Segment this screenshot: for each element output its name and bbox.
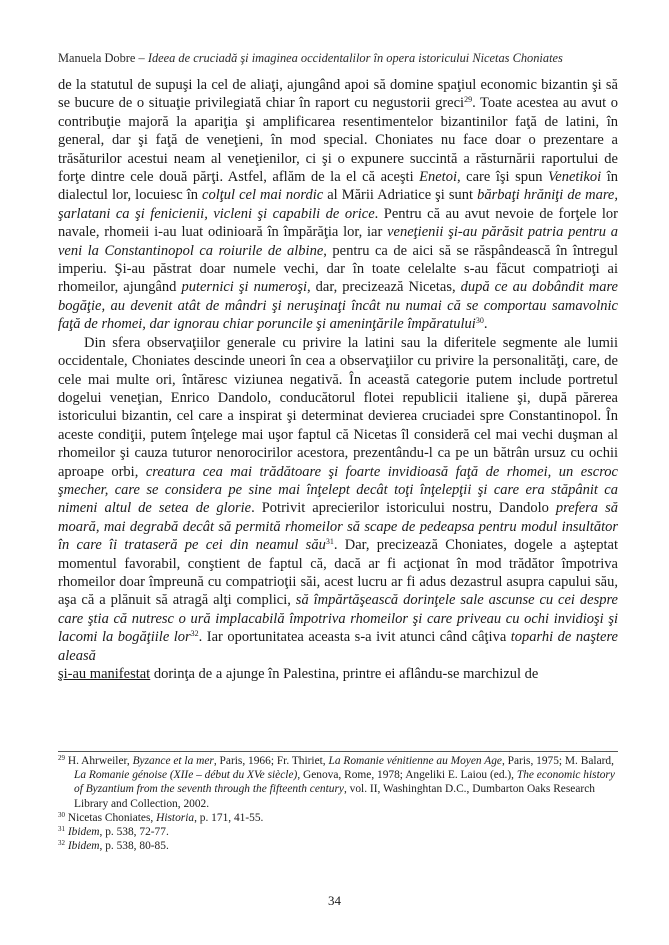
header-title: Ideea de cruciadă şi imaginea occidentalilor în opera istoricului Nicetas Choniates (147, 51, 563, 65)
text-run: Nicetas Choniates, (65, 811, 157, 824)
footnote-ref-30: 30 (475, 316, 484, 326)
footnote-ref-29: 29 (464, 95, 473, 105)
text-run: H. Ahrweiler, (65, 755, 133, 767)
footnote-divider (58, 751, 618, 752)
body-text (58, 76, 618, 683)
footnote-number: 32 (58, 839, 65, 848)
italic-run: bărbaţi hrăniţi de mare, şarlatani ca şi fenicienii, vicleni şi capabili de orice (58, 187, 618, 222)
text-run: . Pentru că au avut nevoie de forţele lor navale, rhomeii i-au luat odinioară în împărăţia lor, iar (58, 205, 618, 241)
text-run: . Toate acestea au avut o contribuţie majoră la apariţia şi amplificarea resentimentelor bizantinilor faţă de latini, în general, dar şi faţă de veneţieni, în mod special. Choniates nu face doar o prezentare a trăsăturilor acestui neam al veneţienilor, ci şi o expunere succintă a răsturnării raportului de forţe dintre cele două părţi. Astfel, aflăm de la el că aceşti (58, 95, 618, 186)
text-run: , pentru ca de aici să se răspândească în întregul imperiu. Şi-au păstrat doar numele vechi, dar în toate celelalte s-au făcut compatrioţi ai rhomeilor, ajungând (58, 242, 618, 296)
text-run: dorinţa de a ajunge în Palestina, printre ei aflându-se marchizul de (150, 666, 539, 682)
text-run: . Potrivit aprecierilor istoricului nostru, Dandolo (251, 500, 556, 517)
text-run: , p. 538, 72-77. (99, 826, 169, 839)
text-run: . (483, 316, 488, 333)
text-run: al Mării Adriatice şi sunt (323, 187, 478, 204)
footnote-number: 29 (58, 754, 65, 762)
text-run: , care îşi spun (457, 169, 549, 186)
footnote-number: 30 (58, 810, 65, 819)
text-run: , vol. II, Washinghtan D.C., Dumbarton Oaks Research Library and Collection, 2002. (74, 783, 595, 810)
italic-run: Enetoi (419, 169, 457, 186)
italic-run: puternici şi numeroşi (181, 279, 308, 296)
footnotes (58, 754, 618, 853)
footnote-31 (58, 825, 618, 839)
text-run: , Genova, Rome, 1978; Angeliki E. Laiou (ed.), (297, 769, 517, 782)
text-run: Din sfera observaţiilor generale cu privire la latini sau la diferitele segmente ale lumii occidentale, Choniates descinde uneori în cea a observaţiilor cu privire la personalităţi, care, de cele mai multe ori, întăresc viziunea negativă. În această categorie putem include portretul dogelui veneţian, Enrico Dandolo, conducătorul flotei republicii italiene şi, după părerea istoricului bizantin, cel care a inspirat şi determinat devierea cruciadei spre Constantinopol. În aceste condiţii, putem înţelege mai uşor faptul că Nicetas îl consideră cel mai vechi duşman al rhomeilor şi cauza tuturor nenorocirilor acestora, prezentându-l ca pe un bătrân ursuz cu ochii aproape orbi, (58, 334, 618, 480)
footnote-ref-31: 31 (325, 537, 334, 547)
italic-run: Historia (156, 811, 195, 824)
text-run: , Paris, 1966; Fr. Thiriet, (213, 755, 329, 767)
italic-run: creatura cea mai trădătoare şi foarte invidioasă faţă de rhomei, un escroc şmecher, care se considera pe sine mai înţelept decât toţi înţelepţii şi care era stăpânit ca nimeni altul de setea de glorie (58, 463, 618, 517)
text-run: . Iar oportunitatea aceasta s-a ivit atunci când câţiva (198, 629, 511, 646)
italic-run: să împărtăşească dorinţele sale ascunse cu cei despre care ştia că nutresc o ură implacabilă împotriva rhomeilor şi care priveau cu ochi invidioşi şi lacomi la bogăţiile lor (58, 592, 618, 646)
italic-run: The economic history of Byzantium from the seventh through the fifteenth century (74, 769, 615, 796)
text-run: , p. 171, 41-55. (194, 811, 264, 824)
paragraph-2 (58, 334, 618, 684)
page-number: 34 (328, 893, 341, 908)
italic-run: Byzance et la mer (132, 755, 214, 767)
italic-run: după ce au dobândit mare bogăţie, au devenit atât de mândri şi neruşinaţi încât nu numai că se comportau samavolnic faţă de rhomei, dar ignorau chiar poruncile şi ameninţările împăratului (58, 279, 618, 333)
text-run: , Paris, 1975; M. Balard, (501, 755, 614, 767)
footnote-29 (58, 754, 618, 811)
header-author: Manuela Dobre (58, 51, 136, 65)
footnote-30 (58, 811, 618, 825)
paragraph-1 (58, 76, 618, 334)
italic-run: La Romanie génoise (XIIe – début du XVe siècle) (74, 769, 298, 782)
footnote-number: 31 (58, 825, 65, 834)
text-run: , dar, precizează Nicetas, (307, 279, 461, 296)
italic-run: Ibidem (67, 840, 100, 853)
italic-run: Venetikoi (548, 169, 602, 186)
running-head (58, 50, 618, 66)
text-run: . Dar, precizează Choniates, dogele a aşteptat momentul favorabil, conştient de faptul că, dacă ar fi acţionat în mod trădător împotriva rhomeilor doar împreună cu compatrioţii săi, acest lucru ar fi adus dezastrul asupra capului său, aşa că a plănuit să atragă alţi complici, (58, 537, 618, 609)
footnote-32 (58, 839, 618, 853)
footnote-ref-32: 32 (190, 629, 199, 639)
italic-run: prefera să moară, mai degrabă decât să permită rhomeilor să scape de pedeapsa pentru modul insultător în care îi trataseră pe cei din neamul său (58, 500, 618, 554)
italic-run: toparhi de naştere aleasă (58, 629, 618, 664)
text-run: , p. 538, 80-85. (99, 840, 169, 853)
text-run: de la statutul de supuşi la cel de aliaţi, ajungând apoi să domine spaţiul economic bizantin şi să se bucure de o situaţie privilegiată chiar în raport cu negustorii greci (58, 77, 618, 112)
underlined-run: şi-au manifestat (58, 666, 151, 682)
header-separator: – (135, 51, 148, 65)
italic-run: colţul cel mai nordic (202, 187, 324, 204)
italic-run: La Romanie vénitienne au Moyen Age (328, 755, 502, 767)
italic-run: veneţienii şi-au părăsit patria pentru a veni la Constantinopol ca roiurile de albine (58, 224, 618, 259)
italic-run: Ibidem (67, 826, 100, 839)
text-run: în dialectul lor, locuiesc în (58, 169, 618, 204)
